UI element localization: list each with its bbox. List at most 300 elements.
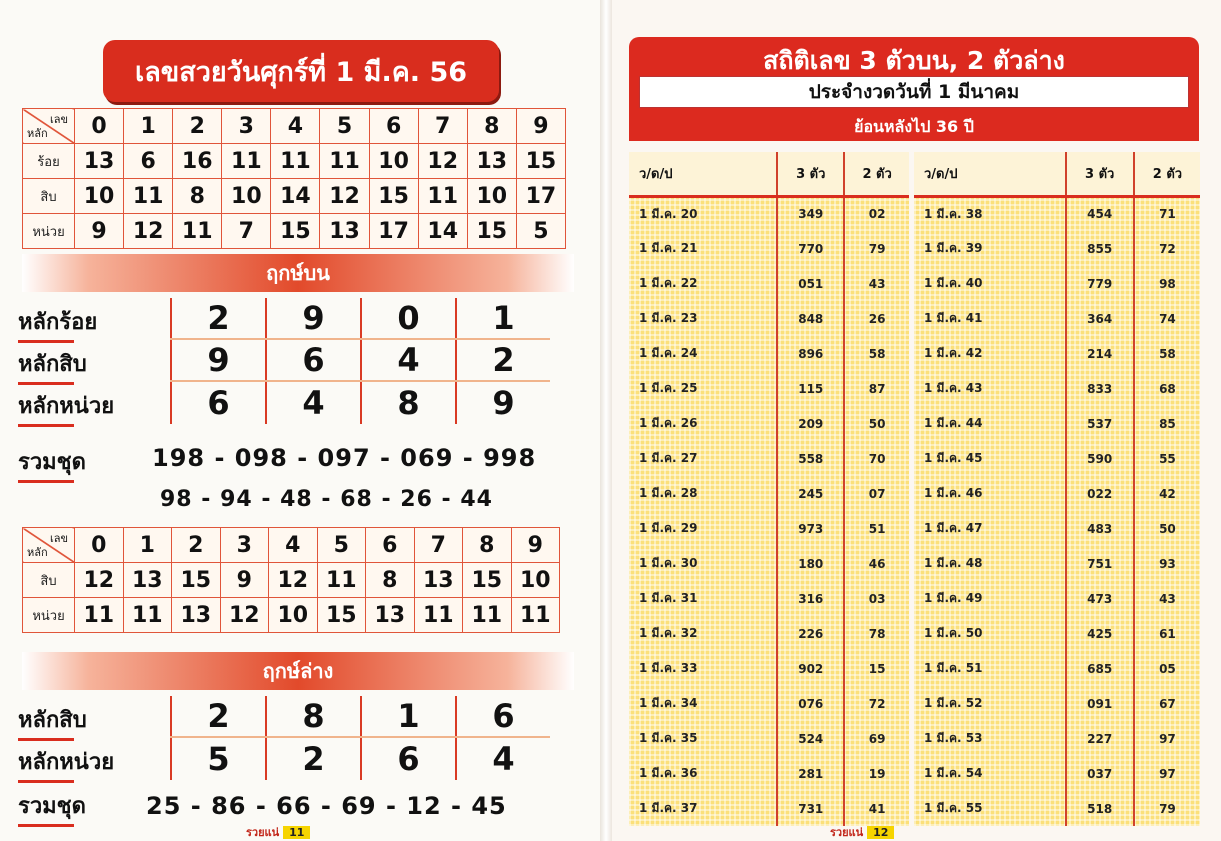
- draw-date: 1 มี.ค. 43: [914, 371, 1066, 406]
- digit-cell: 2: [455, 340, 550, 380]
- digit-cell: 9: [455, 382, 550, 424]
- count-cell: 10: [222, 179, 271, 214]
- stats-subtitle: ประจำงวดวันที่ 1 มีนาคม: [639, 76, 1189, 108]
- digit-header: 2: [172, 528, 221, 563]
- table-row: [914, 546, 1200, 581]
- row-label: [18, 744, 114, 783]
- count-cell: 13: [172, 598, 221, 633]
- column-header: 3 ตัว: [777, 152, 844, 196]
- count-cell: 11: [320, 144, 369, 179]
- page-footer: รวยแน่ 11: [246, 823, 310, 841]
- two-digit-result: 71: [1159, 207, 1176, 222]
- count-cell: 13: [467, 144, 516, 179]
- row-label-text: หลักหน่วย: [18, 394, 115, 419]
- count-cell: 17: [516, 179, 565, 214]
- row-label: ร้อย: [23, 144, 75, 179]
- row-label: สิบ: [23, 563, 75, 598]
- row-label-text: หลักสิบ: [18, 708, 87, 733]
- table-row: [914, 721, 1200, 756]
- count-cell: 14: [418, 214, 467, 249]
- table-row: [629, 721, 909, 756]
- stats-header-row: [914, 152, 1200, 196]
- count-cell: 6: [124, 144, 173, 179]
- count-cell: 14: [271, 179, 320, 214]
- count-cell: 10: [75, 179, 124, 214]
- digit-header: 5: [320, 109, 369, 144]
- table-row: [629, 791, 909, 826]
- table-row: [914, 756, 1200, 791]
- draw-date: 1 มี.ค. 54: [914, 756, 1066, 791]
- count-cell: 10: [467, 179, 516, 214]
- digit-cell: 5: [170, 738, 265, 780]
- digit-cell: 6: [265, 340, 360, 380]
- draw-date: 1 มี.ค. 46: [914, 476, 1066, 511]
- count-cell: 17: [369, 214, 418, 249]
- draw-date: 1 มี.ค. 40: [914, 266, 1066, 301]
- corner-cell: [23, 528, 75, 563]
- two-digit-result: 67: [1159, 696, 1176, 711]
- page-number: 12: [867, 826, 894, 839]
- two-digit-result: 97: [1159, 766, 1176, 781]
- three-digit-result: 115: [777, 371, 844, 406]
- table-row: [914, 511, 1200, 546]
- three-digit-result: 227: [1066, 721, 1134, 756]
- count-cell: 13: [366, 598, 415, 633]
- two-digit-result: 69: [868, 731, 886, 746]
- digit-header: 5: [317, 528, 366, 563]
- draw-date: 1 มี.ค. 22: [629, 266, 777, 301]
- column-header: 3 ตัว: [1066, 152, 1134, 196]
- two-digit-result: 58: [1159, 346, 1176, 361]
- three-digit-result: 537: [1066, 406, 1134, 441]
- table-row: [914, 651, 1200, 686]
- table-row: [629, 686, 909, 721]
- label-underline: [18, 738, 74, 741]
- corner-top-label: เลข: [49, 532, 68, 545]
- count-cell: 15: [463, 563, 512, 598]
- two-digit-result: 07: [868, 486, 886, 501]
- label-underline: [18, 780, 74, 783]
- table-row: [629, 546, 909, 581]
- digit-header: 7: [414, 528, 463, 563]
- grid-row: [170, 298, 550, 340]
- count-cell: 12: [124, 214, 173, 249]
- digit-header: 7: [418, 109, 467, 144]
- draw-date: 1 มี.ค. 41: [914, 301, 1066, 336]
- two-digit-result: 93: [1159, 556, 1176, 571]
- draw-date: 1 มี.ค. 35: [629, 721, 777, 756]
- column-header: 2 ตัว: [1134, 152, 1200, 196]
- row-label: สิบ: [23, 179, 75, 214]
- digit-cell: 4: [455, 738, 550, 780]
- digit-cell: 0: [360, 298, 455, 338]
- digit-header: 6: [369, 109, 418, 144]
- digit-cell: 2: [265, 738, 360, 780]
- draw-date: 1 มี.ค. 32: [629, 616, 777, 651]
- table-row: [23, 179, 566, 214]
- header-row: [23, 528, 560, 563]
- table-row: [629, 301, 909, 336]
- three-digit-result: 425: [1066, 616, 1134, 651]
- two-digit-result: 58: [868, 346, 886, 361]
- draw-date: 1 มี.ค. 21: [629, 231, 777, 266]
- draw-date: 1 มี.ค. 33: [629, 651, 777, 686]
- count-cell: 13: [320, 214, 369, 249]
- two-digit-result: 43: [1159, 591, 1176, 606]
- stats-table-left: [629, 152, 909, 826]
- sum-set-lower: 25 - 86 - 66 - 69 - 12 - 45: [146, 792, 507, 820]
- digit-cell: 8: [360, 382, 455, 424]
- digit-header: 3: [222, 109, 271, 144]
- count-cell: 5: [516, 214, 565, 249]
- three-digit-result: 037: [1066, 756, 1134, 791]
- draw-date: 1 มี.ค. 30: [629, 546, 777, 581]
- count-cell: 11: [414, 598, 463, 633]
- row-label: หน่วย: [23, 214, 75, 249]
- draw-date: 1 มี.ค. 31: [629, 581, 777, 616]
- three-digit-result: 473: [1066, 581, 1134, 616]
- digit-header: 1: [124, 109, 173, 144]
- stats-header: [629, 37, 1199, 141]
- count-cell: 15: [467, 214, 516, 249]
- two-digit-result: 05: [1159, 661, 1176, 676]
- table-row: [629, 196, 909, 231]
- draw-date: 1 มี.ค. 48: [914, 546, 1066, 581]
- count-cell: 12: [220, 598, 269, 633]
- count-cell: 13: [414, 563, 463, 598]
- digit-cell: 4: [265, 382, 360, 424]
- table-row: [914, 686, 1200, 721]
- two-digit-result: 50: [868, 416, 886, 431]
- table-row: [629, 616, 909, 651]
- digit-header: 6: [366, 528, 415, 563]
- digit-header: 1: [123, 528, 172, 563]
- draw-date: 1 มี.ค. 34: [629, 686, 777, 721]
- banner-upper-draw: ฤกษ์บน: [22, 254, 574, 292]
- draw-date: 1 มี.ค. 24: [629, 336, 777, 371]
- draw-date: 1 มี.ค. 23: [629, 301, 777, 336]
- sum-label-bottom: รวมชุด: [18, 788, 86, 827]
- row-label-text: หลักร้อย: [18, 310, 98, 335]
- draw-date: 1 มี.ค. 39: [914, 231, 1066, 266]
- table-row: [914, 266, 1200, 301]
- table-row: [914, 231, 1200, 266]
- two-digit-result: 55: [1159, 451, 1176, 466]
- count-cell: 12: [269, 563, 318, 598]
- two-digit-result: 78: [868, 626, 886, 641]
- draw-date: 1 มี.ค. 51: [914, 651, 1066, 686]
- two-digit-result: 26: [868, 311, 886, 326]
- count-cell: 7: [222, 214, 271, 249]
- three-digit-result: 524: [777, 721, 844, 756]
- draw-date: 1 มี.ค. 27: [629, 441, 777, 476]
- three-digit-result: 833: [1066, 371, 1134, 406]
- row-label: [18, 304, 97, 343]
- three-digit-result: 364: [1066, 301, 1134, 336]
- three-digit-result: 076: [777, 686, 844, 721]
- three-digit-result: 751: [1066, 546, 1134, 581]
- digit-header: 0: [75, 109, 124, 144]
- digit-frequency-table-bottom: [22, 527, 560, 633]
- three-digit-result: 973: [777, 511, 844, 546]
- count-cell: 11: [123, 598, 172, 633]
- row-label: หน่วย: [23, 598, 75, 633]
- table-row: [914, 476, 1200, 511]
- table-row: [629, 231, 909, 266]
- draw-date: 1 มี.ค. 52: [914, 686, 1066, 721]
- count-cell: 11: [511, 598, 560, 633]
- digit-header: 3: [220, 528, 269, 563]
- page-footer: รวยแน่ 12: [830, 823, 894, 841]
- table-row: [629, 651, 909, 686]
- three-digit-result: 209: [777, 406, 844, 441]
- table-row: [914, 441, 1200, 476]
- upper-digit-grid: [170, 298, 550, 424]
- two-digit-result: 68: [1159, 381, 1176, 396]
- digit-cell: 6: [170, 382, 265, 424]
- draw-date: 1 มี.ค. 42: [914, 336, 1066, 371]
- count-cell: 10: [269, 598, 318, 633]
- draw-date: 1 มี.ค. 49: [914, 581, 1066, 616]
- two-digit-result: 50: [1159, 521, 1176, 536]
- three-digit-result: 349: [777, 196, 844, 231]
- corner-bottom-label: หลัก: [27, 546, 48, 559]
- draw-date: 1 มี.ค. 36: [629, 756, 777, 791]
- digit-header: 8: [463, 528, 512, 563]
- digit-frequency-table-top: [22, 108, 566, 249]
- corner-bottom-label: หลัก: [27, 127, 48, 140]
- count-cell: 8: [173, 179, 222, 214]
- table-row: [914, 301, 1200, 336]
- table-row: [23, 144, 566, 179]
- two-digit-result: 74: [1159, 311, 1176, 326]
- stats-caption: ย้อนหลังไป 36 ปี: [854, 117, 974, 136]
- table-row: [914, 616, 1200, 651]
- table-row: [23, 214, 566, 249]
- two-digit-result: 46: [868, 556, 886, 571]
- digit-header: 0: [75, 528, 124, 563]
- table-row: [629, 756, 909, 791]
- count-cell: 15: [369, 179, 418, 214]
- three-digit-result: 316: [777, 581, 844, 616]
- digit-header: 2: [173, 109, 222, 144]
- table-row: [629, 476, 909, 511]
- two-digit-result: 79: [1159, 801, 1176, 816]
- three-digit-result: 770: [777, 231, 844, 266]
- draw-date: 1 มี.ค. 38: [914, 196, 1066, 231]
- sum-label-top: รวมชุด: [18, 444, 86, 483]
- three-digit-result: 245: [777, 476, 844, 511]
- count-cell: 10: [369, 144, 418, 179]
- count-cell: 15: [516, 144, 565, 179]
- row-label: [18, 388, 114, 427]
- count-cell: 15: [172, 563, 221, 598]
- page-gutter: [600, 0, 612, 841]
- table-row: [629, 266, 909, 301]
- sum-set-3digit: 198 - 098 - 097 - 069 - 998: [152, 444, 537, 472]
- three-digit-result: 902: [777, 651, 844, 686]
- three-digit-result: 281: [777, 756, 844, 791]
- two-digit-result: 72: [868, 696, 886, 711]
- two-digit-result: 41: [868, 801, 886, 816]
- count-cell: 8: [366, 563, 415, 598]
- header-row: [23, 109, 566, 144]
- grid-row: [170, 696, 550, 738]
- lower-digit-grid: [170, 696, 550, 780]
- digit-cell: 9: [265, 298, 360, 338]
- three-digit-result: 896: [777, 336, 844, 371]
- table-row: [629, 441, 909, 476]
- digit-cell: 2: [170, 298, 265, 338]
- draw-date: 1 มี.ค. 50: [914, 616, 1066, 651]
- count-cell: 12: [320, 179, 369, 214]
- draw-date: 1 มี.ค. 53: [914, 721, 1066, 756]
- count-cell: 11: [173, 214, 222, 249]
- table-row: [914, 196, 1200, 231]
- count-cell: 9: [75, 214, 124, 249]
- count-cell: 12: [418, 144, 467, 179]
- label-underline: [18, 340, 74, 343]
- table-row: [629, 581, 909, 616]
- corner-top-label: เลข: [49, 113, 68, 126]
- draw-date: 1 มี.ค. 29: [629, 511, 777, 546]
- three-digit-result: 558: [777, 441, 844, 476]
- two-digit-result: 72: [1159, 241, 1176, 256]
- three-digit-result: 518: [1066, 791, 1134, 826]
- page-number: 11: [283, 826, 310, 839]
- table-row: [629, 336, 909, 371]
- digit-cell: 8: [265, 696, 360, 736]
- stats-table-right: [914, 152, 1200, 826]
- two-digit-result: 51: [868, 521, 886, 536]
- grid-row: [170, 340, 550, 382]
- stats-title: สถิติเลข 3 ตัวบน, 2 ตัวล่าง: [763, 46, 1065, 75]
- digit-cell: 9: [170, 340, 265, 380]
- stats-header-row: [629, 152, 909, 196]
- two-digit-result: 70: [868, 451, 886, 466]
- table-row: [23, 563, 560, 598]
- count-cell: 11: [317, 563, 366, 598]
- count-cell: 13: [75, 144, 124, 179]
- corner-cell: [23, 109, 75, 144]
- three-digit-result: 226: [777, 616, 844, 651]
- digit-cell: 1: [455, 298, 550, 338]
- two-digit-result: 15: [868, 661, 886, 676]
- count-cell: 16: [173, 144, 222, 179]
- label-underline: [18, 382, 74, 385]
- two-digit-result: 61: [1159, 626, 1176, 641]
- three-digit-result: 779: [1066, 266, 1134, 301]
- three-digit-result: 590: [1066, 441, 1134, 476]
- row-label-text: หลักสิบ: [18, 352, 87, 377]
- count-cell: 11: [271, 144, 320, 179]
- count-cell: 13: [123, 563, 172, 598]
- row-label: [18, 702, 87, 741]
- count-cell: 15: [271, 214, 320, 249]
- table-row: [914, 371, 1200, 406]
- two-digit-result: 87: [868, 381, 886, 396]
- two-digit-result: 98: [1159, 276, 1176, 291]
- three-digit-result: 855: [1066, 231, 1134, 266]
- table-row: [914, 336, 1200, 371]
- count-cell: 11: [124, 179, 173, 214]
- draw-date: 1 มี.ค. 26: [629, 406, 777, 441]
- digit-cell: 4: [360, 340, 455, 380]
- column-header: ว/ด/ป: [914, 152, 1066, 196]
- row-label-text: หลักหน่วย: [18, 750, 115, 775]
- three-digit-result: 022: [1066, 476, 1134, 511]
- column-header: 2 ตัว: [844, 152, 909, 196]
- two-digit-result: 85: [1159, 416, 1176, 431]
- three-digit-result: 454: [1066, 196, 1134, 231]
- three-digit-result: 731: [777, 791, 844, 826]
- digit-cell: 6: [455, 696, 550, 736]
- right-page: [612, 0, 1221, 841]
- digit-header: 9: [516, 109, 565, 144]
- digit-header: 4: [269, 528, 318, 563]
- digit-header: 4: [271, 109, 320, 144]
- two-digit-result: 97: [1159, 731, 1176, 746]
- three-digit-result: 214: [1066, 336, 1134, 371]
- table-row: [629, 406, 909, 441]
- table-row: [914, 581, 1200, 616]
- count-cell: 11: [463, 598, 512, 633]
- table-row: [914, 406, 1200, 441]
- draw-date: 1 มี.ค. 28: [629, 476, 777, 511]
- table-row: [914, 791, 1200, 826]
- count-cell: 11: [418, 179, 467, 214]
- count-cell: 10: [511, 563, 560, 598]
- draw-date: 1 มี.ค. 55: [914, 791, 1066, 826]
- draw-date: 1 มี.ค. 44: [914, 406, 1066, 441]
- grid-row: [170, 382, 550, 424]
- digit-cell: 6: [360, 738, 455, 780]
- banner-lower-draw: ฤกษ์ล่าง: [22, 652, 574, 690]
- row-label: [18, 346, 87, 385]
- count-cell: 11: [222, 144, 271, 179]
- three-digit-result: 483: [1066, 511, 1134, 546]
- count-cell: 9: [220, 563, 269, 598]
- two-digit-result: 19: [868, 766, 886, 781]
- draw-date: 1 มี.ค. 45: [914, 441, 1066, 476]
- draw-date: 1 มี.ค. 20: [629, 196, 777, 231]
- three-digit-result: 685: [1066, 651, 1134, 686]
- three-digit-result: 051: [777, 266, 844, 301]
- table-row: [629, 511, 909, 546]
- table-row: [23, 598, 560, 633]
- draw-date: 1 มี.ค. 25: [629, 371, 777, 406]
- three-digit-result: 848: [777, 301, 844, 336]
- digit-cell: 2: [170, 696, 265, 736]
- three-digit-result: 091: [1066, 686, 1134, 721]
- table-row: [629, 371, 909, 406]
- sum-set-2digit: 98 - 94 - 48 - 68 - 26 - 44: [160, 487, 493, 512]
- count-cell: 11: [75, 598, 124, 633]
- label-underline: [18, 424, 74, 427]
- two-digit-result: 03: [868, 591, 886, 606]
- left-page: [0, 0, 600, 841]
- grid-row: [170, 738, 550, 780]
- digit-header: 9: [511, 528, 560, 563]
- draw-date: 1 มี.ค. 47: [914, 511, 1066, 546]
- two-digit-result: 42: [1159, 486, 1176, 501]
- digit-header: 8: [467, 109, 516, 144]
- two-digit-result: 79: [868, 241, 886, 256]
- two-digit-result: 43: [868, 276, 886, 291]
- draw-date: 1 มี.ค. 37: [629, 791, 777, 826]
- page-title: เลขสวยวันศุกร์ที่ 1 มี.ค. 56: [103, 40, 499, 102]
- count-cell: 12: [75, 563, 124, 598]
